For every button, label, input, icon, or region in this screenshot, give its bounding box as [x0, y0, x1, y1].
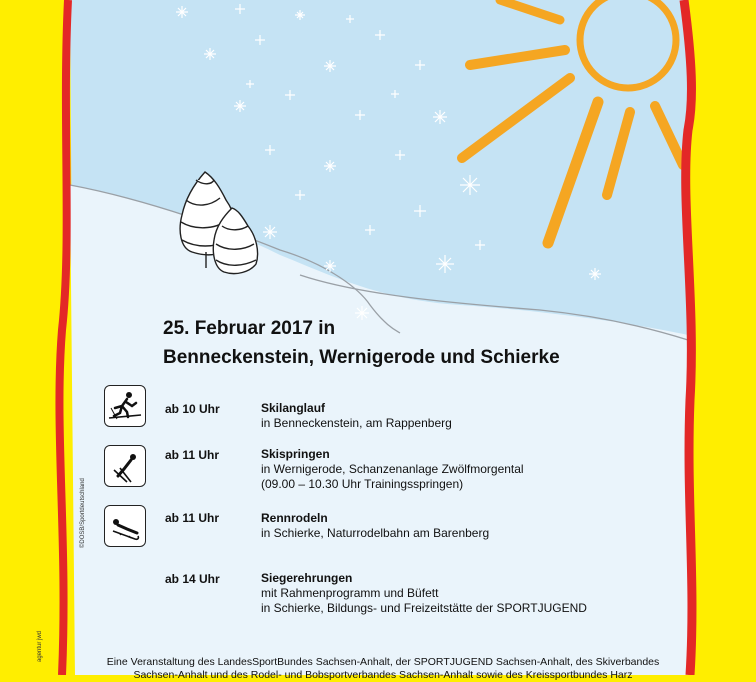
event-locations: Benneckenstein, Wernigerode und Schierke	[163, 347, 560, 368]
event-rennrodeln	[261, 511, 489, 541]
event-title-3: Rennrodeln	[261, 511, 328, 525]
luge-icon	[104, 505, 146, 547]
icon-credit: ©DOSB/Sportdeutschland	[80, 478, 86, 548]
event-detail-4b: in Schierke, Bildungs- und Freizeitstätte der SPORTJUGEND	[261, 601, 587, 615]
event-time-3: ab 11 Uhr	[165, 511, 220, 525]
ski-jumper-icon	[104, 445, 146, 487]
event-detail-1: in Benneckenstein, am Rappenberg	[261, 416, 452, 430]
footer-line-2: Sachsen-Anhalt und des Rodel- und Bobsportverbandes Sachsen-Anhalt sowie des Kreissportbundes Harz	[133, 669, 633, 681]
event-detail-2b: (09.00 – 10.30 Uhr Trainingsspringen)	[261, 477, 464, 491]
event-skispringen	[261, 447, 524, 492]
event-title-4: Siegerehrungen	[261, 571, 353, 585]
event-siegerehrungen	[261, 571, 587, 616]
event-title-2: Skispringen	[261, 447, 330, 461]
event-skilanglauf	[261, 401, 452, 431]
event-detail-2a: in Wernigerode, Schanzenanlage Zwölfmorgental	[261, 462, 524, 476]
event-time-1: ab 10 Uhr	[165, 402, 220, 416]
event-title-1: Skilanglauf	[261, 401, 326, 415]
cross-country-skier-icon	[104, 385, 146, 427]
event-time-4: ab 14 Uhr	[165, 572, 220, 586]
event-detail-4a: mit Rahmenprogramm und Büfett	[261, 586, 439, 600]
event-time-2: ab 11 Uhr	[165, 448, 220, 462]
event-detail-3: in Schierke, Naturrodelbahn am Barenberg	[261, 526, 490, 540]
red-border-left	[59, 0, 68, 675]
footer-line-1: Eine Veranstaltung des LandesSportBundes Sachsen-Anhalt, der SPORTJUGEND Sachsen-Anhalt, des Skiverbandes	[106, 656, 660, 668]
event-date: 25. Februar 2017 in	[163, 318, 336, 339]
organizer-footer	[103, 656, 663, 682]
agency-credit: agentur jwd	[37, 630, 43, 662]
